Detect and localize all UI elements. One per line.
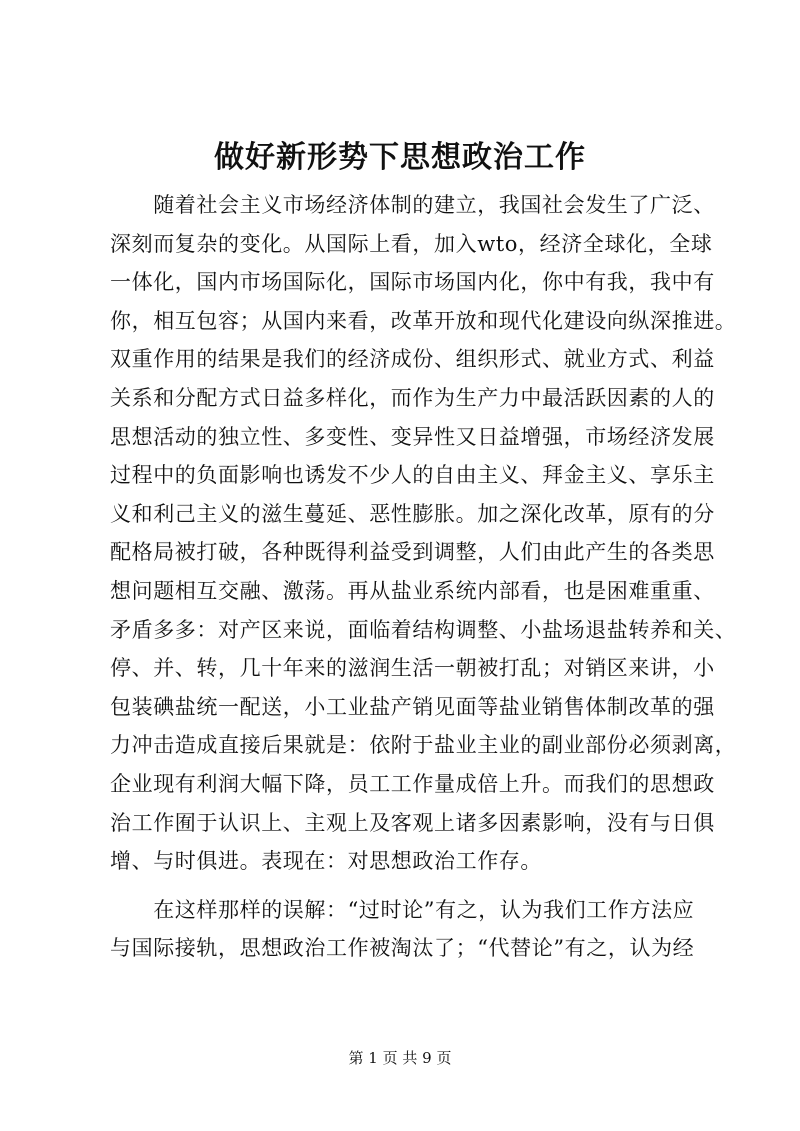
body-line: 配格局被打破，各种既得利益受到调整，人们由此产生的各类思 [110, 540, 715, 565]
body-line: 深刻而复杂的变化。从国际上看，加入wto，经济全球化，全球 [110, 231, 713, 256]
body-line: 矛盾多多：对产区来说，面临着结构调整、小盐场退盐转养和关、 [110, 617, 737, 642]
body-line: 想问题相互交融、激荡。再从盐业系统内部看，也是困难重重、 [110, 578, 715, 603]
body-line: 力冲击造成直接后果就是：依附于盐业主业的副业部份必须剥离， [110, 733, 737, 758]
body-line: 你，相互包容；从国内来看，改革开放和现代化建设向纵深推进。 [110, 308, 737, 333]
body-line: 包装碘盐统一配送，小工业盐产销见面等盐业销售体制改革的强 [110, 694, 715, 719]
page-number-footer: 第 1 页 共 9 页 [348, 1049, 452, 1067]
body-line: 与国际接轨，思想政治工作被淘汰了；“代替论”有之，认为经 [110, 936, 695, 961]
body-line: 一体化，国内市场国际化，国际市场国内化，你中有我，我中有 [110, 270, 715, 295]
body-line: 双重作用的结果是我们的经济成份、组织形式、就业方式、利益 [110, 347, 715, 372]
body-line: 在这样那样的误解：“过时论”有之，认为我们工作方法应 [110, 897, 695, 922]
body-line: 增、与时俱进。表现在：对思想政治工作存。 [110, 849, 542, 874]
body-line: 治工作囿于认识上、主观上及客观上诸多因素影响，没有与日俱 [110, 810, 715, 835]
body-line: 停、并、转，几十年来的滋润生活一朝被打乱；对销区来讲，小 [110, 656, 715, 681]
document-title: 做好新形势下思想政治工作 [214, 140, 586, 175]
body-line: 企业现有利润大幅下降，员工工作量成倍上升。而我们的思想政 [110, 771, 715, 796]
body-line: 关系和分配方式日益多样化，而作为生产力中最活跃因素的人的 [110, 385, 715, 410]
body-line: 义和利己主义的滋生蔓延、恶性膨胀。加之深化改革，原有的分 [110, 501, 715, 526]
body-line: 思想活动的独立性、多变性、变异性又日益增强，市场经济发展 [110, 424, 715, 449]
body-line: 过程中的负面影响也诱发不少人的自由主义、拜金主义、享乐主 [110, 463, 715, 488]
document-body [110, 186, 737, 968]
body-line: 随着社会主义市场经济体制的建立，我国社会发生了广泛、 [110, 193, 715, 217]
